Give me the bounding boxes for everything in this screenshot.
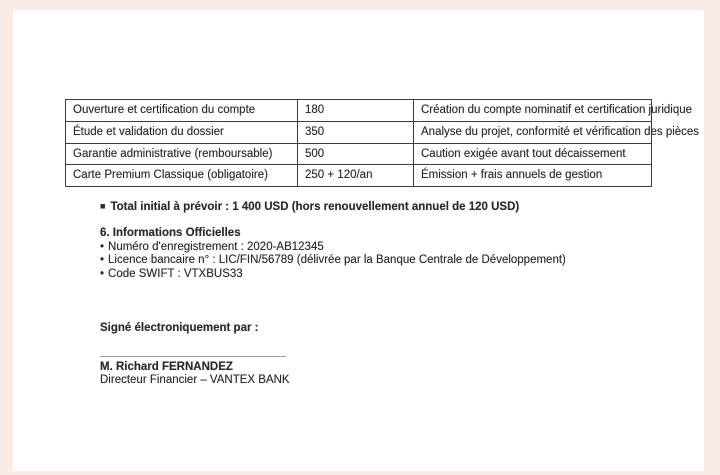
table-row	[66, 121, 700, 143]
table-cell-amount: 500	[297, 144, 413, 165]
table-cell-amount: 350	[297, 122, 413, 143]
info-item	[100, 254, 566, 268]
info-item-text: Code SWIFT : VTXBUS33	[108, 267, 243, 280]
fees-table	[65, 99, 700, 187]
bullet-icon: •	[100, 267, 105, 280]
table-row	[66, 143, 651, 165]
square-bullet-icon: ■	[100, 201, 106, 211]
signature-label: Signé électroniquement par :	[100, 322, 259, 334]
table-row	[66, 164, 651, 186]
section-heading: 6. Informations Officielles	[100, 227, 241, 239]
info-item	[100, 241, 566, 255]
paper-sheet	[13, 10, 704, 471]
signatory-name: M. Richard FERNANDEZ	[100, 361, 233, 373]
table-cell-description: Création du compte nominatif et certification juridique	[413, 100, 651, 121]
table-cell-service: Carte Premium Classique (obligatoire)	[73, 169, 268, 182]
table-cell-description: Émission + frais annuels de gestion	[413, 165, 651, 186]
table-cell-description: Analyse du projet, conformité et vérification des pièces	[413, 122, 651, 143]
table-row	[66, 100, 693, 121]
signatory-title: Directeur Financier – VANTEX BANK	[100, 374, 290, 386]
table-cell-amount: 180	[297, 100, 413, 121]
bullet-icon: •	[100, 240, 105, 253]
table-cell-service: Ouverture et certification du compte	[73, 104, 256, 116]
table-cell-service: Étude et validation du dossier	[73, 125, 224, 138]
table-cell-description: Caution exigée avant tout décaissement	[413, 144, 651, 165]
table-cell-service: Garantie administrative (remboursable)	[73, 147, 273, 160]
info-item-text: Licence bancaire n° : LIC/FIN/56789 (délivrée par la Banque Centrale de Développement)	[108, 254, 566, 267]
total-note	[100, 201, 519, 213]
signature-line	[100, 356, 286, 357]
info-item	[100, 268, 566, 282]
bullet-icon: •	[100, 254, 105, 267]
table-cell-amount: 250 + 120/an	[297, 165, 413, 186]
total-text: Total initial à prévoir : 1 400 USD (hors renouvellement annuel de 120 USD)	[110, 201, 520, 213]
official-info-section	[100, 227, 566, 281]
info-item-text: Numéro d'enregistrement : 2020-AB12345	[108, 240, 324, 253]
